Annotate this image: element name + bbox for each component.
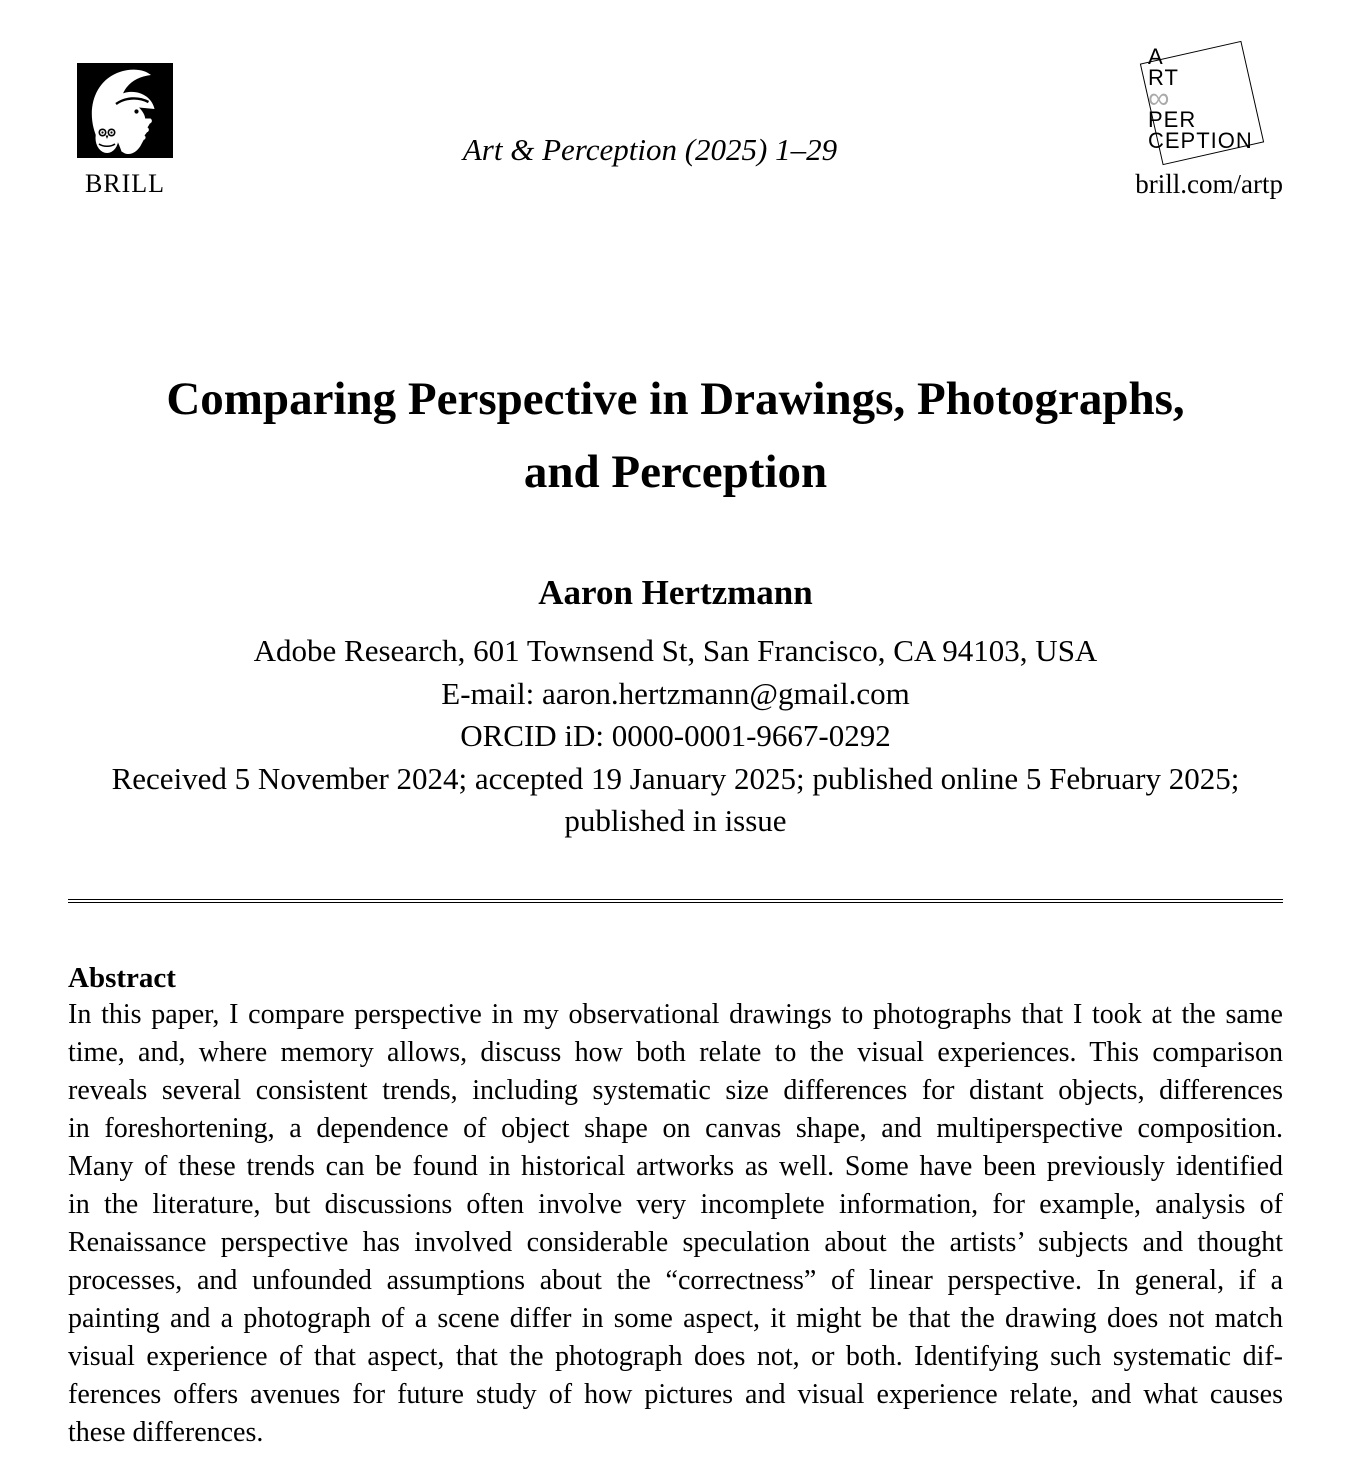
artp-logo-line: PER	[1148, 107, 1197, 132]
article-frontmatter	[68, 630, 1283, 843]
abstract-section	[68, 960, 1283, 1452]
article-title-line: and Perception	[523, 446, 828, 498]
section-divider-rule	[68, 899, 1283, 903]
artp-logo-line: A	[1148, 44, 1164, 69]
abstract-line: in foreshortening, a dependence of object shape on canvas shape, and multiperspective composition.	[68, 1113, 1283, 1144]
journal-website-link[interactable]: brill.com/artp	[1135, 169, 1283, 199]
abstract-line: Many of these trends can be found in historical artworks as well. Some have been previously identified	[68, 1151, 1283, 1182]
artp-logo-line: CEPTION	[1148, 128, 1253, 153]
abstract-line: ferences offers avenues for future study of how pictures and visual experience relate, and what causes	[68, 1379, 1283, 1410]
abstract-line: In this paper, I compare perspective in my observational drawings to photographs that I took at the same	[68, 999, 1283, 1030]
article-history-line: published in issue	[564, 803, 787, 838]
abstract-line: reveals several consistent trends, including systematic size differences for distant objects, differences	[68, 1075, 1283, 1106]
abstract-line: processes, and unfounded assumptions about the “correctness” of linear perspective. In general, if a	[68, 1265, 1283, 1296]
author-affiliation: Adobe Research, 601 Townsend St, San Francisco, CA 94103, USA	[253, 633, 1098, 668]
artp-logo-line: RT	[1148, 65, 1179, 90]
abstract-heading: Abstract	[68, 962, 176, 994]
article-title	[68, 363, 1283, 509]
journal-citation: Art & Perception (2025) 1–29	[462, 132, 838, 167]
author-email-link[interactable]: E-mail: aaron.hertzmann@gmail.com	[441, 675, 910, 711]
author-name: Aaron Hertzmann	[538, 573, 813, 612]
abstract-line: these differences.	[68, 1417, 264, 1448]
abstract-line: painting and a photograph of a scene differ in some aspect, it might be that the drawing does not match	[68, 1303, 1283, 1334]
ampersand-infinity-glyph: ∞	[1148, 82, 1170, 115]
abstract-line: time, and, where memory allows, discuss how both relate to the visual experiences. This comparison	[68, 1037, 1283, 1068]
article-title-line: Comparing Perspective in Drawings, Photographs,	[166, 373, 1185, 425]
abstract-line: visual experience of that aspect, that the photograph does not, or both. Identifying such systematic dif-	[68, 1341, 1283, 1372]
abstract-line: in the literature, but discussions often involve very incomplete information, for example, analysis of	[68, 1189, 1283, 1220]
abstract-line: Renaissance perspective has involved considerable speculation about the artists’ subjects and thought	[68, 1227, 1283, 1258]
article-history-line: Received 5 November 2024; accepted 19 January 2025; published online 5 February 2025;	[111, 760, 1240, 796]
art-perception-logo	[1148, 46, 1253, 151]
brill-wordmark: BRILL	[84, 169, 166, 198]
author-orcid-link[interactable]: ORCID iD: 0000-0001-9667-0292	[460, 718, 891, 753]
